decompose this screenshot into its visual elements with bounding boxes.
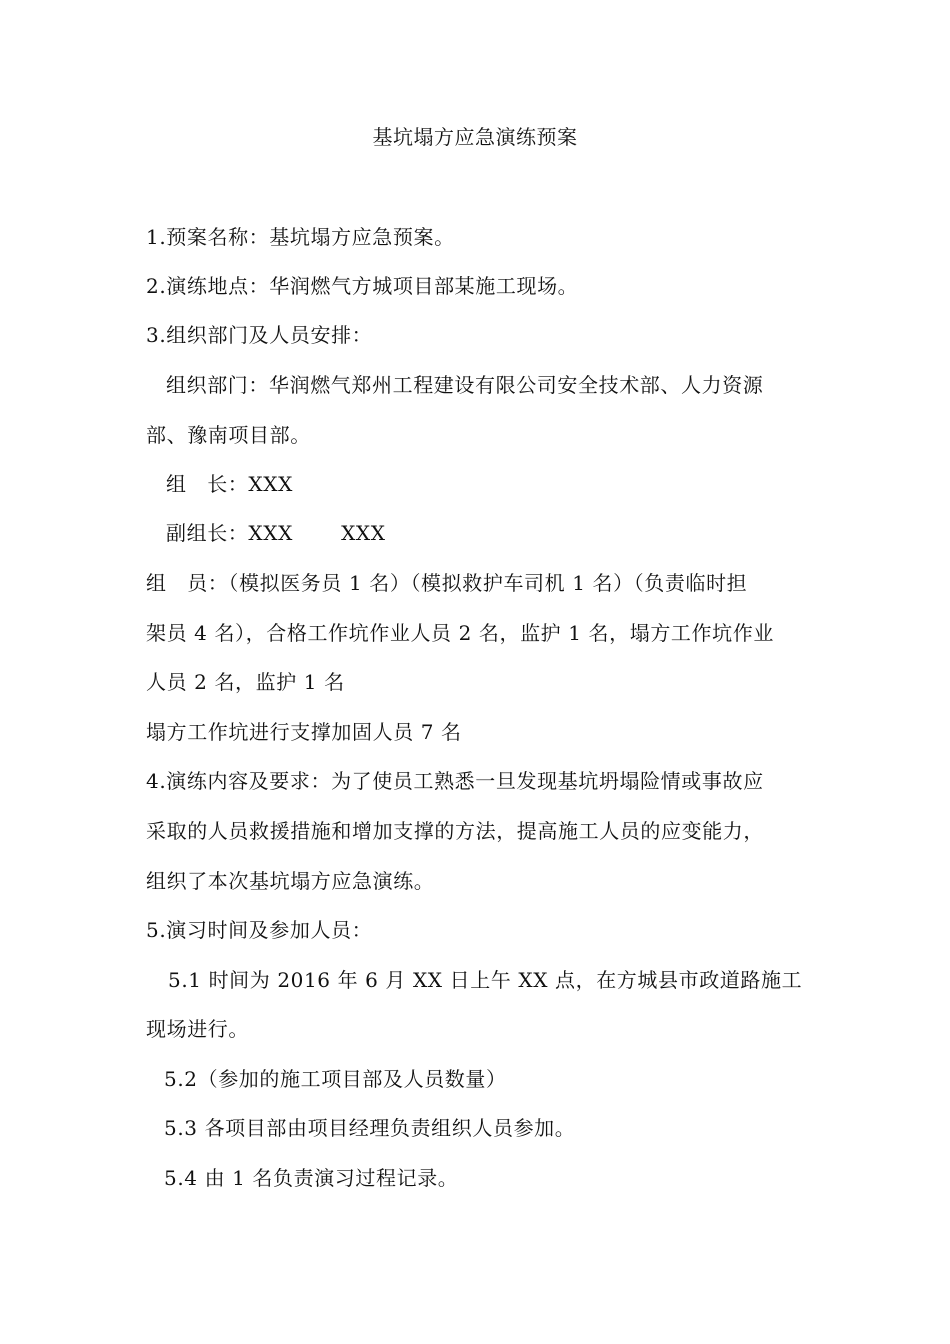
text-line: 现场进行。 [146,1017,249,1041]
text-line: 1.预案名称：基坑塌方应急预案。 [146,225,455,249]
text-line: 人员 2 名，监护 1 名 [146,670,345,694]
text-line: 组织了本次基坑塌方应急演练。 [146,869,435,893]
text-line: 架员 4 名），合格工作坑作业人员 2 名，监护 1 名，塌方工作坑作业 [146,621,774,645]
text-line: 5.演习时间及参加人员： [146,918,373,942]
text-line: 部、豫南项目部。 [146,423,311,447]
text-line: 5.4 由 1 名负责演习过程记录。 [164,1166,459,1190]
text-line: 副组长：XXX XXX [166,521,386,545]
text-line: 5.1 时间为 2016 年 6 月 XX 日上午 XX 点，在方城县市政道路施工 [168,968,803,992]
text-line: 3.组织部门及人员安排： [146,323,373,347]
text-line: 塌方工作坑进行支撑加固人员 7 名 [146,720,462,744]
document-title: 基坑塌方应急演练预案 [372,125,578,149]
text-line: 组 员：（模拟医务员 1 名）（模拟救护车司机 1 名）（负责临时担 [146,571,748,595]
text-line: 5.2（参加的施工项目部及人员数量） [164,1067,507,1091]
text-line: 采取的人员救援措施和增加支撑的方法，提高施工人员的应变能力， [146,819,764,843]
text-line: 2.演练地点：华润燃气方城项目部某施工现场。 [146,274,579,298]
text-line: 4.演练内容及要求：为了使员工熟悉一旦发现基坑坍塌险情或事故应 [146,769,764,793]
text-line: 组织部门：华润燃气郑州工程建设有限公司安全技术部、人力资源 [166,373,764,397]
text-line: 5.3 各项目部由项目经理负责组织人员参加。 [164,1116,576,1140]
text-line: 组 长：XXX [166,472,293,496]
